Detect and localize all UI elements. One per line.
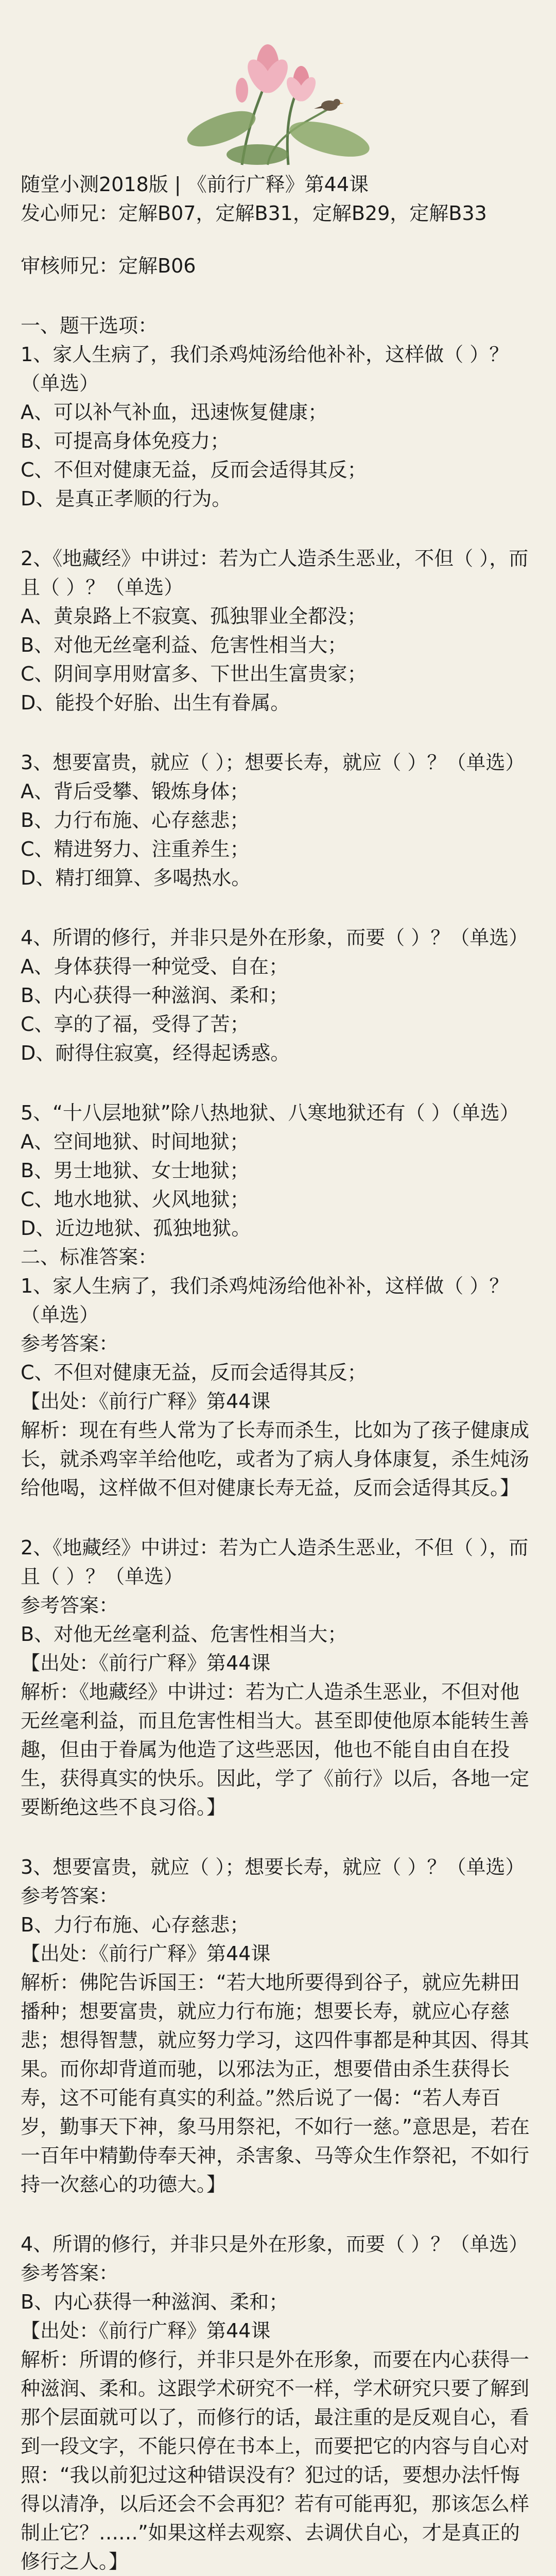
- option: C、精进努力、注重养生；: [21, 838, 250, 860]
- reference-label: 参考答案：: [21, 1594, 119, 1617]
- option: D、精打细算、多喝热水。: [21, 867, 251, 889]
- option: D、能投个好胎、出生有眷属。: [21, 691, 290, 714]
- question-stem: 1、家人生病了，我们杀鸡炖汤给他补补，这样做（ ）？（单选）: [21, 1275, 509, 1326]
- explanation: 解析：所谓的修行，并非只是外在形象，而要在内心获得一种滋润、柔和。这跟学术研究不一样，学术研究只要了解到那个层面就可以了，而修行的话，最注重的是反观自心，看到一段文字，不能只停在书本上，而要把它的内容与自心对照：“我以前犯过这种错误没有？犯过的话，要想办法忏悔得以清净，以后还会不会再犯？若有可能再犯，那该怎么样制止它？……”如果这样去观察、去调伏自心，才是真正的修行之人。】: [21, 2348, 530, 2573]
- question-stem: 2、《地藏经》中讲过：若为亡人造杀生恶业，不但（ ），而且（ ）？（单选）: [21, 1536, 529, 1588]
- explanation: 解析：现在有些人常为了长寿而杀生，比如为了孩子健康成长，就杀鸡宰羊给他吃，或者为了病人身体康复，杀生炖汤给他喝，这样做不但对健康长寿无益，反而会适得其反。】: [21, 1419, 530, 1499]
- reference-label: 参考答案：: [21, 1332, 119, 1355]
- option: D、近边地狱、孤独地狱。: [21, 1217, 251, 1240]
- question-stem: 4、所谓的修行，并非只是外在形象，而要（ ）？（单选）: [21, 2233, 529, 2256]
- option: A、身体获得一种觉受、自在；: [21, 955, 288, 978]
- question-1: [21, 340, 535, 513]
- option: D、是真正孝顺的行为。: [21, 487, 232, 510]
- option: B、力行布施、心存慈悲；: [21, 809, 250, 832]
- source: 【出处：《前行广释》第44课: [21, 1390, 271, 1413]
- contributors: 发心师兄：定解B07，定解B31，定解B29，定解B33: [21, 202, 487, 225]
- question-stem: 3、想要富贵，就应（ ）；想要长寿，就应（ ）？（单选）: [21, 751, 525, 774]
- question-5: [21, 1098, 535, 1243]
- correct-answer: B、力行布施、心存慈悲；: [21, 1913, 250, 1936]
- quiz-content: [21, 170, 535, 2576]
- reviewer: 审核师兄：定解B06: [21, 255, 196, 277]
- lotus-illustration: [0, 0, 556, 170]
- option: B、内心获得一种滋润、柔和；: [21, 984, 289, 1007]
- answer-1: [21, 1272, 535, 1502]
- option: B、男士地狱、女士地狱；: [21, 1159, 250, 1182]
- source: 【出处：《前行广释》第44课: [21, 2319, 271, 2342]
- explanation: 解析：佛陀告诉国王：“若大地所要得到谷子，就应先耕田播种；想要富贵，就应力行布施；想要长寿，就应心存慈悲；想得智慧，就应努力学习，这四件事都是种其因、得其果。而你却背道而驰，以邪法为正，想要借由杀生获得长寿，这不可能有真实的利益。”然后说了一偈：“若人寿百岁，勤事天下神，象马用祭祀，不如行一慈。”意思是，若在一百年中精勤侍奉天神，杀害象、马等众生作祭祀，不如行持一次慈心的功德大。】: [21, 1971, 530, 2196]
- answer-2: [21, 1533, 535, 1822]
- question-2: [21, 544, 535, 717]
- option: C、地水地狱、火风地狱；: [21, 1188, 250, 1211]
- question-stem: 1、家人生病了，我们杀鸡炖汤给他补补，这样做（ ）？（单选）: [21, 343, 509, 395]
- source: 【出处：《前行广释》第44课: [21, 1942, 271, 1965]
- section-title-answers: 二、标准答案：: [21, 1246, 158, 1268]
- section-title-questions: 一、题干选项：: [21, 314, 158, 337]
- answer-4: [21, 2230, 535, 2576]
- correct-answer: C、不但对健康无益，反而会适得其反；: [21, 1361, 367, 1384]
- option: D、耐得住寂寞，经得起诱惑。: [21, 1042, 290, 1064]
- reference-label: 参考答案：: [21, 1885, 119, 1907]
- question-stem: 4、所谓的修行，并非只是外在形象，而要（ ）？（单选）: [21, 926, 529, 949]
- question-3: [21, 748, 535, 892]
- option: C、阴间享用财富多、下世出生富贵家；: [21, 663, 367, 685]
- correct-answer: B、对他无丝毫利益、危害性相当大；: [21, 1623, 348, 1646]
- question-stem: 5、“十八层地狱”除八热地狱、八寒地狱还有（ ）（单选）: [21, 1101, 519, 1124]
- option: B、对他无丝毫利益、危害性相当大；: [21, 634, 348, 656]
- option: A、黄泉路上不寂寞、孤独罪业全都没；: [21, 605, 367, 628]
- question-stem: 3、想要富贵，就应（ ）；想要长寿，就应（ ）？（单选）: [21, 1856, 525, 1878]
- correct-answer: B、内心获得一种滋润、柔和；: [21, 2291, 289, 2313]
- option: A、背后受攀、锻炼身体；: [21, 780, 249, 803]
- option: C、享的了福，受得了苦；: [21, 1013, 250, 1036]
- option: A、空间地狱、时间地狱；: [21, 1130, 249, 1153]
- question-stem: 2、《地藏经》中讲过：若为亡人造杀生恶业，不但（ ），而且（ ）？（单选）: [21, 547, 529, 599]
- quiz-title: 随堂小测2018版 | 《前行广释》第44课: [21, 173, 369, 196]
- option: A、可以补气补血，迅速恢复健康；: [21, 401, 327, 423]
- explanation: 解析：《地藏经》中讲过：若为亡人造杀生恶业，不但对他无丝毫利益，而且危害性相当大。甚至即使他原本能转生善趣，但由于眷属为他造了这些恶因，他也不能自由自在投生，获得真实的快乐。因此，学了《前行》以后，各地一定要断绝这些不良习俗。】: [21, 1681, 530, 1819]
- answer-3: [21, 1853, 535, 2199]
- reference-label: 参考答案：: [21, 2262, 119, 2284]
- option: C、不但对健康无益，反而会适得其反；: [21, 459, 367, 481]
- source: 【出处：《前行广释》第44课: [21, 1652, 271, 1674]
- question-4: [21, 923, 535, 1067]
- option: B、可提高身体免疫力；: [21, 430, 230, 452]
